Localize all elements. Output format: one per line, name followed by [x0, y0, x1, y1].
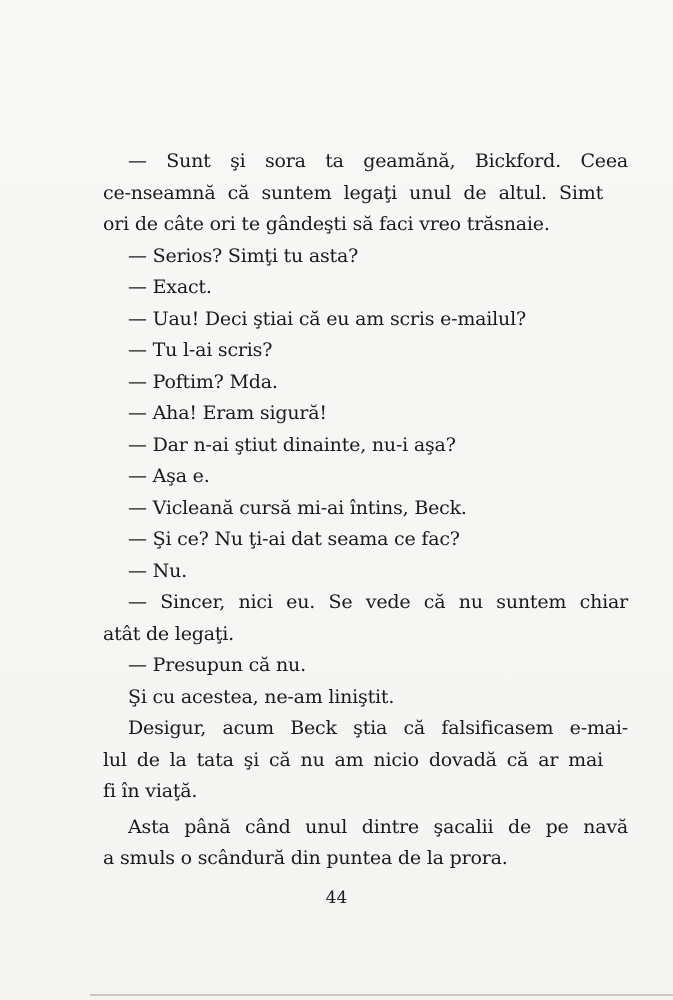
text-line: — Aşa e. [128, 465, 210, 487]
text-line: — Uau! Deci ştiai că eu am scris e-mailul? [128, 307, 526, 330]
page-text [103, 146, 628, 875]
text-line: ce-nseamnă că suntem legaţi unul de altul. Simt [103, 181, 603, 204]
text-line: ori de câte ori te gândeşti să faci vreo trăsnaie. [103, 213, 550, 235]
text-line: — Serios? Simţi tu asta? [128, 244, 359, 267]
text-line: — Vicleană cursă mi-ai întins, Beck. [128, 496, 467, 519]
text-line: — Poftim? Mda. [128, 370, 278, 393]
text-line: lul de la tata şi că nu am nicio dovadă că ar mai [103, 748, 603, 771]
text-line: — Dar n-ai ştiut dinainte, nu-i aşa? [128, 433, 456, 456]
text-line: — Nu. [128, 559, 187, 582]
text-line: atât de legaţi. [103, 622, 234, 645]
text-line: — Tu l-ai scris? [128, 339, 273, 361]
text-line: Şi cu acestea, ne-am liniştit. [128, 685, 395, 708]
text-line: Desigur, acum Beck ştia că falsificasem e-mai- [128, 717, 628, 739]
text-line: fi în viaţă. [103, 780, 198, 802]
text-line: — Aha! Eram sigură! [128, 402, 327, 424]
text-line: — Sincer, nici eu. Se vede că nu suntem chiar [128, 591, 628, 613]
text-line: a smuls o scândură din puntea de la prora. [103, 847, 508, 869]
text-line: Asta până când unul dintre şacalii de pe navă [128, 815, 628, 838]
page-number: 44 [325, 888, 348, 908]
text-line: — Sunt şi sora ta geamănă, Bickford. Ceea [128, 150, 628, 172]
page-edge-rule [90, 994, 673, 996]
text-line: — Presupun că nu. [128, 654, 306, 676]
text-line: — Exact. [128, 276, 212, 298]
text-line: — Şi ce? Nu ţi-ai dat seama ce fac? [128, 528, 460, 550]
